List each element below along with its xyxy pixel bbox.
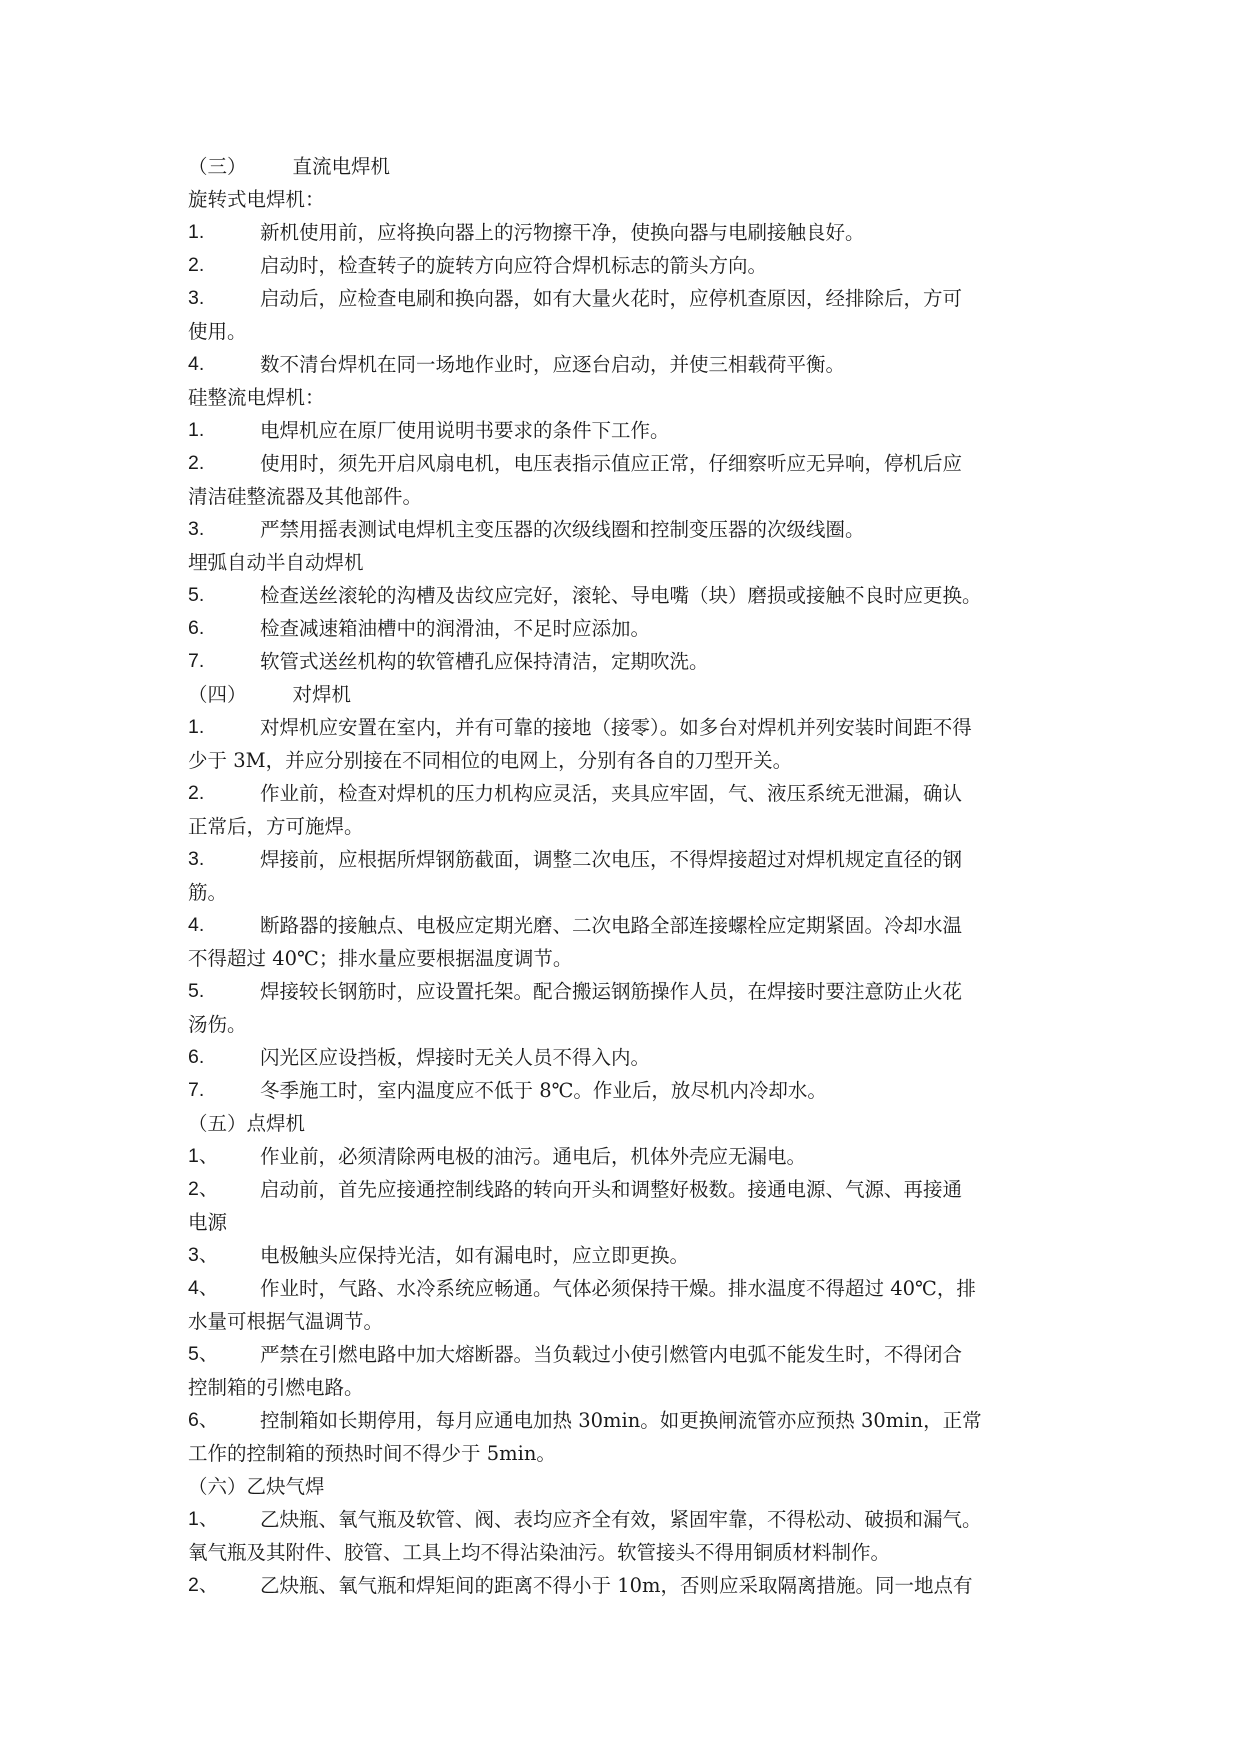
item-text <box>188 909 1058 975</box>
list-item <box>188 843 1058 909</box>
item-line: 严禁用摇表测试电焊机主变压器的次级线圈和控制变压器的次级线圈。 <box>260 518 865 541</box>
item-number: 3. <box>188 518 205 540</box>
list-item <box>188 975 1058 1041</box>
item-line: 启动时，检查转子的旋转方向应符合焊机标志的箭头方向。 <box>260 254 768 277</box>
item-number: 5. <box>188 980 205 1002</box>
item-text <box>260 1041 1058 1074</box>
item-line: 电焊机应在原厂使用说明书要求的条件下工作。 <box>260 419 670 442</box>
item-text <box>188 1338 1058 1404</box>
item-text <box>260 645 1058 678</box>
list-item <box>188 249 1058 282</box>
item-text <box>188 1404 1058 1470</box>
item-line-continuation: 不得超过 40℃；排水量应要根据温度调节。 <box>188 947 573 970</box>
list-item <box>188 645 1058 678</box>
item-line-continuation: 筋。 <box>188 881 228 904</box>
item-number: 2、 <box>188 1178 219 1200</box>
item-number: 6、 <box>188 1409 219 1431</box>
item-number: 1. <box>188 221 205 243</box>
item-text <box>260 414 1058 447</box>
item-number: 2. <box>188 254 205 276</box>
item-number: 4. <box>188 914 205 936</box>
list-item <box>188 579 1058 612</box>
item-line-continuation: 工作的控制箱的预热时间不得少于 5min。 <box>188 1442 556 1465</box>
list-item <box>188 1404 1058 1470</box>
item-number: 7. <box>188 1079 205 1101</box>
item-text <box>188 975 1058 1041</box>
list-item <box>188 1074 1058 1107</box>
list-item <box>188 612 1058 645</box>
list-item <box>188 1173 1058 1239</box>
item-number: 6. <box>188 617 205 639</box>
item-number: 1、 <box>188 1508 219 1530</box>
subsection-title: 旋转式电焊机： <box>188 188 325 211</box>
list-item <box>188 1338 1058 1404</box>
item-text <box>260 1074 1058 1107</box>
list-item <box>188 711 1058 777</box>
item-number: 1. <box>188 716 205 738</box>
section-title: 对焊机 <box>292 683 352 706</box>
section-number: （三） <box>188 155 247 178</box>
list-item <box>188 348 1058 381</box>
item-text <box>260 216 1058 249</box>
item-text <box>188 1173 1058 1239</box>
item-line: 控制箱如长期停用，每月应通电加热 30min。如更换闸流管亦应预热 30min，正常 <box>260 1409 982 1432</box>
item-text <box>260 1239 1058 1272</box>
item-line: 启动后，应检查电刷和换向器，如有大量火花时，应停机查原因，经排除后，方可 <box>260 287 963 310</box>
list-item <box>188 513 1058 546</box>
item-number: 4、 <box>188 1277 219 1299</box>
item-line: 作业前，检查对焊机的压力机构应灵活，夹具应牢固，气、液压系统无泄漏，确认 <box>260 782 963 805</box>
list-item <box>188 909 1058 975</box>
item-text <box>188 843 1058 909</box>
list-item <box>188 777 1058 843</box>
list-item <box>188 1140 1058 1173</box>
item-text <box>188 1503 1058 1569</box>
item-line: 数不清台焊机在同一场地作业时，应逐台启动，并使三相载荷平衡。 <box>260 353 846 376</box>
item-line: 乙炔瓶、氧气瓶及软管、阀、表均应齐全有效，紧固牢靠，不得松动、破损和漏气。 <box>260 1508 982 1531</box>
document-body <box>188 150 1058 1602</box>
item-line: 乙炔瓶、氧气瓶和焊矩间的距离不得小于 10m，否则应采取隔离措施。同一地点有 <box>260 1574 973 1597</box>
item-text <box>188 777 1058 843</box>
item-number: 3、 <box>188 1244 219 1266</box>
list-item <box>188 282 1058 348</box>
subsection-title: （五）点焊机 <box>188 1112 306 1135</box>
item-line-continuation: 水量可根据气温调节。 <box>188 1310 384 1333</box>
item-line: 焊接前，应根据所焊钢筋截面，调整二次电压，不得焊接超过对焊机规定直径的钢 <box>260 848 963 871</box>
item-line-continuation: 汤伤。 <box>188 1013 247 1036</box>
item-line: 新机使用前，应将换向器上的污物擦干净，使换向器与电刷接触良好。 <box>260 221 865 244</box>
item-number: 2. <box>188 452 205 474</box>
list-item <box>188 216 1058 249</box>
subsection-title: 硅整流电焊机： <box>188 386 325 409</box>
item-number: 5. <box>188 584 205 606</box>
item-number: 7. <box>188 650 205 672</box>
item-line: 软管式送丝机构的软管槽孔应保持清洁，定期吹洗。 <box>260 650 709 673</box>
list-item <box>188 447 1058 513</box>
item-text <box>260 348 1058 381</box>
item-line: 检查送丝滚轮的沟槽及齿纹应完好，滚轮、导电嘴（块）磨损或接触不良时应更换。 <box>260 584 982 607</box>
list-item <box>188 414 1058 447</box>
item-line: 电极触头应保持光洁，如有漏电时，应立即更换。 <box>260 1244 690 1267</box>
item-text <box>260 249 1058 282</box>
subsection-title: （六）乙炔气焊 <box>188 1475 325 1498</box>
item-number: 5、 <box>188 1343 219 1365</box>
section-heading <box>188 150 1058 183</box>
subsection-title: 埋弧自动半自动焊机 <box>188 551 364 574</box>
item-line: 断路器的接触点、电极应定期光磨、二次电路全部连接螺栓应定期紧固。冷却水温 <box>260 914 963 937</box>
item-line: 检查减速箱油槽中的润滑油，不足时应添加。 <box>260 617 651 640</box>
item-line: 使用时，须先开启风扇电机，电压表指示值应正常，仔细察听应无异响，停机后应 <box>260 452 963 475</box>
item-text <box>260 513 1058 546</box>
item-text <box>188 447 1058 513</box>
item-number: 1、 <box>188 1145 219 1167</box>
item-line: 启动前，首先应接通控制线路的转向开头和调整好极数。接通电源、气源、再接通 <box>260 1178 963 1201</box>
item-number: 1. <box>188 419 205 441</box>
item-line-continuation: 氧气瓶及其附件、胶管、工具上均不得沾染油污。软管接头不得用铜质材料制作。 <box>188 1541 891 1564</box>
item-text <box>260 1569 1058 1602</box>
item-text <box>188 711 1058 777</box>
item-line-continuation: 少于 3M，并应分别接在不同相位的电网上，分别有各自的刀型开关。 <box>188 749 793 772</box>
item-number: 4. <box>188 353 205 375</box>
item-line-continuation: 电源 <box>188 1211 228 1234</box>
item-line-continuation: 使用。 <box>188 320 247 343</box>
item-number: 3. <box>188 848 205 870</box>
item-text <box>188 282 1058 348</box>
item-text <box>260 1140 1058 1173</box>
list-item <box>188 1569 1058 1602</box>
item-line: 作业时，气路、水冷系统应畅通。气体必须保持干燥。排水温度不得超过 40℃，排 <box>260 1277 976 1300</box>
item-number: 2. <box>188 782 205 804</box>
item-line: 作业前，必须清除两电极的油污。通电后，机体外壳应无漏电。 <box>260 1145 807 1168</box>
list-item <box>188 1503 1058 1569</box>
item-line: 严禁在引燃电路中加大熔断器。当负载过小使引燃管内电弧不能发生时，不得闭合 <box>260 1343 963 1366</box>
item-line: 焊接较长钢筋时，应设置托架。配合搬运钢筋操作人员，在焊接时要注意防止火花 <box>260 980 963 1003</box>
section-number: （四） <box>188 683 247 706</box>
item-line-continuation: 清洁硅整流器及其他部件。 <box>188 485 423 508</box>
item-text <box>188 1272 1058 1338</box>
item-line-continuation: 正常后，方可施焊。 <box>188 815 364 838</box>
section-title: 直流电焊机 <box>292 155 391 178</box>
item-text <box>260 579 1058 612</box>
item-line: 冬季施工时，室内温度应不低于 8℃。作业后，放尽机内冷却水。 <box>260 1079 827 1102</box>
section-heading <box>188 678 1058 711</box>
item-number: 6. <box>188 1046 205 1068</box>
item-number: 2、 <box>188 1574 219 1596</box>
item-number: 3. <box>188 287 205 309</box>
item-text <box>260 612 1058 645</box>
list-item <box>188 1239 1058 1272</box>
item-line: 闪光区应设挡板，焊接时无关人员不得入内。 <box>260 1046 651 1069</box>
list-item <box>188 1041 1058 1074</box>
item-line: 对焊机应安置在室内，并有可靠的接地（接零）。如多台对焊机并列安装时间距不得 <box>260 716 972 739</box>
list-item <box>188 1272 1058 1338</box>
item-line-continuation: 控制箱的引燃电路。 <box>188 1376 364 1399</box>
